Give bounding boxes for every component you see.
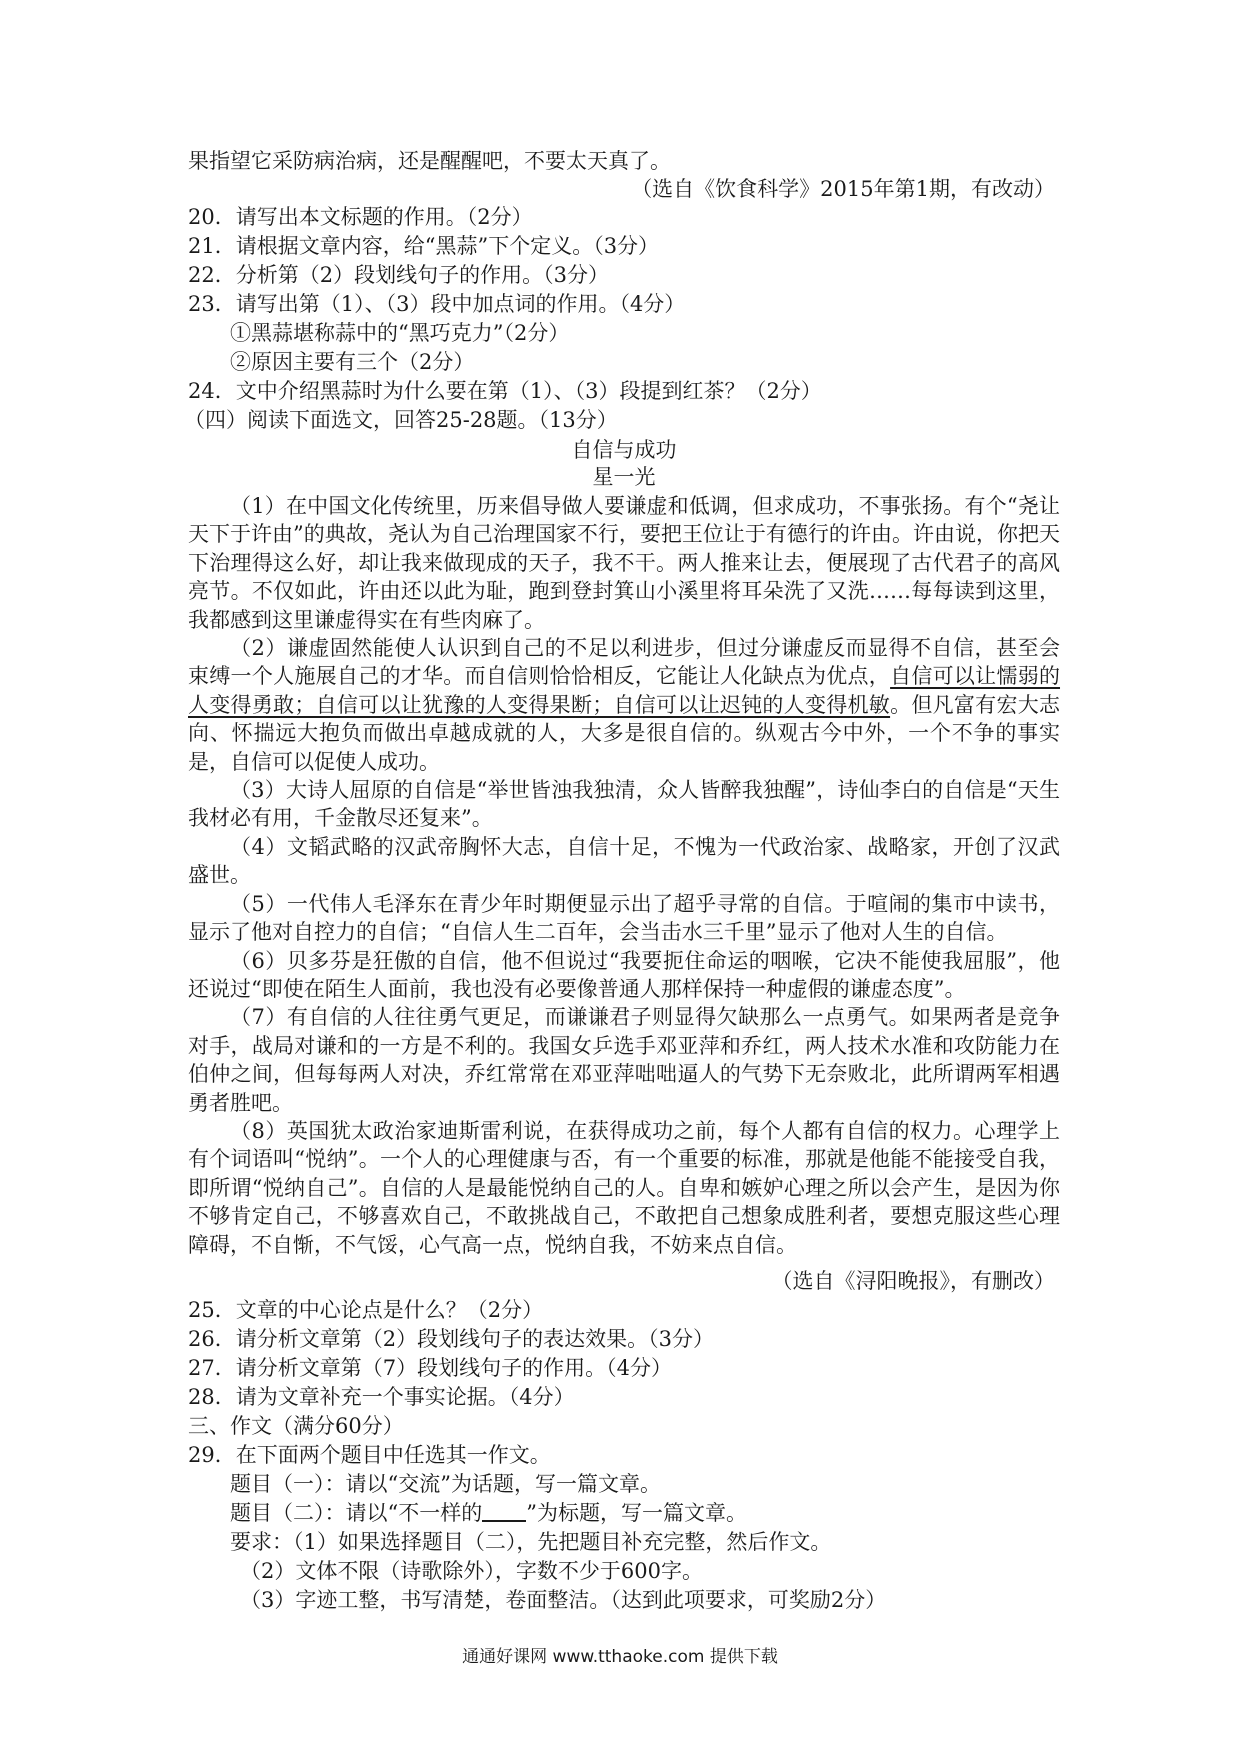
paragraph-6: （6）贝多芬是狂傲的自信，他不但说过“我要扼住命运的咽喉，它决不能使我屈服”，他还说过“即使在陌生人面前，我也没有必要像普通人那样保持一种虚假的谦虚态度”。 (188, 948, 1060, 1001)
question-23-part-2: ②原因主要有三个（2分） (230, 350, 475, 374)
question-23-part-1: ①黑蒜堪称蒜中的“黑巧克力”（2分） (230, 321, 570, 345)
carry-over-line: 果指望它采防病治病，还是醒醒吧，不要太天真了。 (188, 149, 671, 173)
paragraph-3: （3）大诗人屈原的自信是“举世皆浊我独清，众人皆醉我独醒”，诗仙李白的自信是“天生我材必有用，千金散尽还复来”。 (188, 778, 1060, 831)
download-footer: 通通好课网 www.tthaoke.com 提供下载 (462, 1647, 778, 1667)
essay-topic-1: 题目（一）：请以“交流”为话题，写一篇文章。 (230, 1472, 661, 1496)
question-25: 25．文章的中心论点是什么？（2分） (188, 1298, 544, 1322)
question-21: 21．请根据文章内容，给“黑蒜”下个定义。（3分） (188, 234, 660, 258)
article-author: 星一光 (592, 465, 656, 489)
paragraph-4: （4）文韬武略的汉武帝胸怀大志，自信十足，不愧为一代政治家、战略家，开创了汉武盛世。 (188, 834, 1060, 888)
paragraph-2-before: （2）谦虚固然能使人认识到自己的不足以利进步，但过分谦虚反而显得不自信，甚至会束缚一个人施展自己的才华。而自信则恰恰相反，它能让人化缺点为优点， (188, 636, 1060, 689)
requirement-1: 要求：（1）如果选择题目（二），先把题目补充完整，然后作文。 (230, 1530, 832, 1554)
question-24: 24．文中介绍黑蒜时为什么要在第（1）、（3）段提到红茶？（2分） (188, 379, 822, 403)
question-27: 27．请分析文章第（7）段划线句子的作用。（4分） (188, 1356, 672, 1380)
question-28: 28．请为文章补充一个事实论据。（4分） (188, 1385, 575, 1409)
paragraph-2 (188, 634, 1060, 776)
fill-in-blank (482, 1500, 526, 1522)
section-3-heading: 三、作文（满分60分） (188, 1414, 404, 1438)
essay-topic-2: 题目（二）：请以“不一样的 ”为标题，写一篇文章。 (230, 1501, 747, 1525)
paragraph-2-after: 。但凡富有宏大志向、怀揣远大抱负而做出卓越成就的人，大多是很自信的。纵观古今中外，一个不争的事实是，自信可以促使人成功。 (188, 692, 1061, 774)
question-22: 22．分析第（2）段划线句子的作用。（3分） (188, 263, 609, 287)
article-title: 自信与成功 (571, 438, 677, 462)
source-note-2: （选自《浔阳晚报》，有删改） (771, 1269, 1055, 1293)
paragraph-1: （1）在中国文化传统里，历来倡导做人要谦虚和低调，但求成功，不事张扬。有个“尧让天下于许由”的典故，尧认为自己治理国家不行，要把王位让于有德行的许由。许由说，你把天下治理得这么好，却让我来做现成的天子，我不干。两人推来让去，便展现了古代君子的高风亮节。不仅如此，许由还以此为耻，跑到登封箕山小溪里将耳朵洗了又洗……每每读到这里，我都感到这里谦虚得实在有些肉麻了。 (188, 494, 1060, 632)
paragraph-8: （8）英国犹太政治家迪斯雷利说，在获得成功之前，每个人都有自信的权力。心理学上有个词语叫“悦纳”。一个人的心理健康与否，有一个重要的标准，那就是他能不能接受自我，即所谓“悦纳自己”。自信的人是最能悦纳自己的人。自卑和嫉妒心理之所以会产生，是因为你不够肯定自己，不够喜欢自己，不敢挑战自己，不敢把自己想象成胜利者，要想克服这些心理障碍，不自惭，不气馁，心气高一点，悦纳自我，不妨来点自信。 (188, 1118, 1060, 1257)
paragraph-2-underlined: 自信可以让懦弱的人变得勇敢；自信可以让犹豫的人变得果断；自信可以让迟钝的人变得机敏 (188, 664, 1061, 717)
section-4-heading: （四）阅读下面选文，回答25-28题。（13分） (184, 408, 618, 432)
requirement-2: （2）文体不限（诗歌除外），字数不少于600字。 (240, 1559, 703, 1583)
question-29: 29．在下面两个题目中任选其一作文。 (188, 1443, 551, 1467)
paragraph-7: （7）有自信的人往往勇气更足，而谦谦君子则显得欠缺那么一点勇气。如果两者是竞争对手，战局对谦和的一方是不利的。我国女乒选手邓亚萍和乔红，两人技术水准和攻防能力在伯仲之间，但每每两人对决，乔红常常在邓亚萍咄咄逼人的气势下无奈败北，此所谓两军相遇勇者胜吧。 (188, 1005, 1060, 1115)
paragraph-5: （5）一代伟人毛泽东在青少年时期便显示出了超乎寻常的自信。于喧闹的集市中读书，显示了他对自控力的自信；“自信人生二百年，会当击水三千里”显示了他对人生的自信。 (188, 891, 1060, 945)
requirement-3: （3）字迹工整，书写清楚，卷面整洁。（达到此项要求，可奖励2分） (240, 1588, 887, 1612)
article-body (188, 492, 1060, 1259)
question-20: 20．请写出本文标题的作用。（2分） (188, 205, 533, 229)
question-23: 23．请写出第（1）、（3）段中加点词的作用。（4分） (188, 292, 686, 316)
source-note-1: （选自《饮食科学》2015年第1期，有改动） (631, 177, 1055, 201)
question-26: 26．请分析文章第（2）段划线句子的表达效果。（3分） (188, 1327, 714, 1351)
